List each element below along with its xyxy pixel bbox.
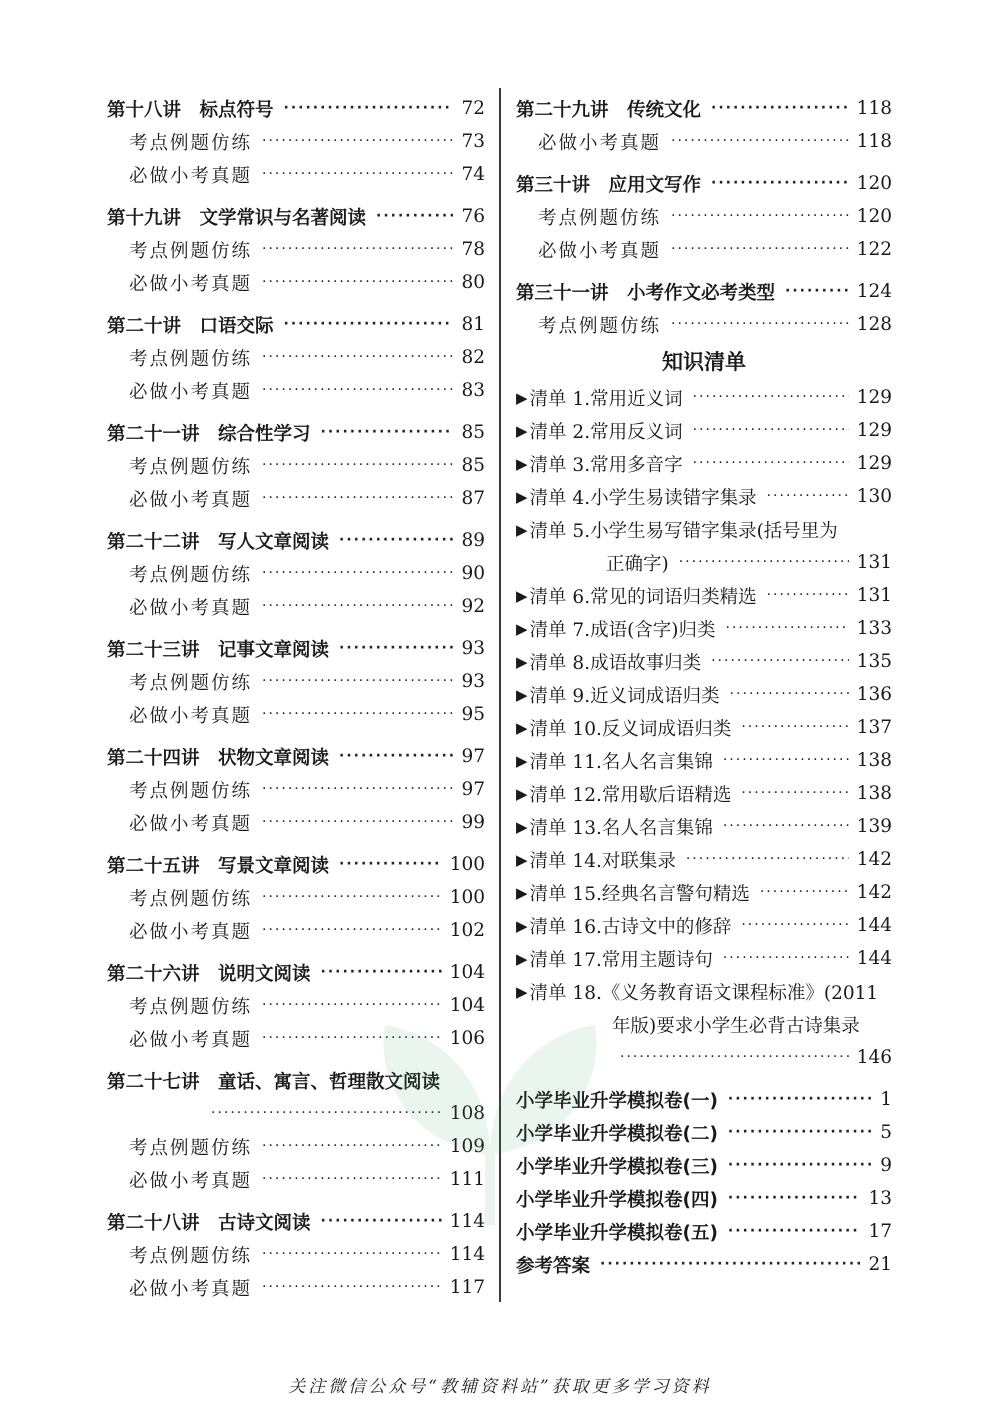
page-number: 92	[461, 596, 485, 617]
triangle-bullet-icon: ▶	[516, 949, 528, 968]
entry-title: 第二十二讲 写人文章阅读	[107, 531, 330, 553]
entry-title: 清单 14.对联集录	[529, 850, 676, 872]
dot-leader	[321, 416, 454, 449]
entry-title: 必做小考真题	[129, 1170, 253, 1192]
dot-leader	[767, 579, 849, 612]
sub-entry[interactable]	[107, 989, 485, 1022]
entry-title: 小学毕业升学模拟卷(二)	[516, 1123, 718, 1145]
entry-title: 清单 17.常用主题诗句	[529, 949, 713, 971]
entry-title: 清单 6.常见的词语归类精选	[529, 586, 757, 608]
entry-title: 考点例题仿练	[538, 315, 662, 337]
entry-title: 考点例题仿练	[129, 1137, 253, 1159]
triangle-bullet-icon: ▶	[516, 388, 528, 407]
dot-leader	[262, 914, 442, 947]
dot-leader	[730, 678, 849, 711]
triangle-bullet-icon: ▶	[516, 586, 528, 605]
entry-title: 年版)要求小学生必背古诗集录	[612, 1015, 860, 1037]
entry-title: 必做小考真题	[129, 165, 253, 187]
entry-title: 清单 9.近义词成语归类	[529, 685, 720, 707]
entry-title: 清单 1.常用近义词	[529, 388, 683, 410]
dot-leader	[376, 200, 453, 233]
left-column	[107, 92, 485, 1304]
dot-leader	[741, 711, 848, 744]
sub-entry[interactable]	[107, 482, 485, 515]
page-number: 139	[856, 816, 892, 837]
dot-leader	[211, 1097, 442, 1130]
exam-entry[interactable]	[516, 1215, 892, 1248]
group-gap	[107, 515, 485, 524]
list-item[interactable]	[516, 381, 892, 414]
dot-leader	[671, 125, 849, 158]
page-number: 128	[856, 314, 892, 335]
page-number: 21	[868, 1254, 892, 1275]
sub-entry[interactable]	[516, 233, 892, 266]
page-number: 73	[461, 131, 485, 152]
lecture-entry[interactable]	[516, 275, 892, 308]
list-item[interactable]	[516, 744, 892, 777]
triangle-bullet-icon: ▶	[516, 751, 528, 770]
triangle-bullet-icon: ▶	[516, 454, 528, 473]
dot-leader	[262, 341, 453, 374]
entry-title: 第二十讲 口语交际	[107, 315, 274, 337]
list-item[interactable]	[516, 447, 892, 480]
page-number: 106	[449, 1028, 485, 1049]
entry-title: 清单 5.小学生易写错字集录(括号里为	[529, 520, 838, 542]
dot-leader	[262, 1163, 442, 1196]
entry-title: 考点例题仿练	[129, 1245, 253, 1267]
page-number: 118	[856, 98, 892, 119]
dot-leader	[339, 740, 453, 773]
triangle-bullet-icon: ▶	[516, 817, 528, 836]
lecture-entry[interactable]	[107, 416, 485, 449]
dot-leader	[262, 449, 453, 482]
dot-leader	[262, 1238, 442, 1271]
group-gap	[516, 158, 892, 167]
entry-title: 清单 3.常用多音字	[529, 454, 683, 476]
sub-entry[interactable]	[107, 590, 485, 623]
entry-title: 小学毕业升学模拟卷(三)	[516, 1156, 718, 1178]
sub-entry[interactable]	[107, 1238, 485, 1271]
dot-leader	[620, 1041, 849, 1074]
page-number: 138	[856, 750, 892, 771]
page-number: 114	[449, 1244, 485, 1265]
entry-title: 清单 16.古诗文中的修辞	[529, 916, 732, 938]
group-gap	[516, 1074, 892, 1083]
sub-entry[interactable]	[107, 341, 485, 374]
dot-leader	[262, 989, 442, 1022]
dot-leader	[321, 956, 442, 989]
list-item[interactable]	[516, 480, 892, 513]
page-number: 129	[856, 420, 892, 441]
list-item[interactable]	[516, 777, 892, 810]
entry-title: 必做小考真题	[129, 273, 253, 295]
page-number: 131	[856, 585, 892, 606]
dot-leader	[671, 233, 849, 266]
entry-title: 第二十三讲 记事文章阅读	[107, 639, 330, 661]
triangle-bullet-icon: ▶	[516, 652, 528, 671]
page-number: 80	[461, 272, 485, 293]
page-number: 130	[856, 486, 892, 507]
page-number: 93	[461, 638, 485, 659]
entry-title: 清单 2.常用反义词	[529, 421, 683, 443]
page-number: 124	[856, 281, 892, 302]
page-number: 74	[461, 164, 485, 185]
entry-title: 必做小考真题	[538, 240, 662, 262]
entry-title: 第二十七讲 童话、寓言、哲理散文阅读	[107, 1071, 441, 1093]
lecture-entry[interactable]	[107, 956, 485, 989]
dot-leader	[723, 942, 849, 975]
lecture-entry[interactable]	[107, 1097, 485, 1130]
dot-leader	[741, 909, 848, 942]
page-number: 114	[449, 1211, 485, 1232]
sub-entry[interactable]	[107, 233, 485, 266]
triangle-bullet-icon: ▶	[516, 916, 528, 935]
dot-leader	[671, 200, 849, 233]
page-number: 111	[449, 1169, 485, 1190]
triangle-bullet-icon: ▶	[516, 421, 528, 440]
exam-entry[interactable]	[516, 1083, 892, 1116]
entry-title: 小学毕业升学模拟卷(五)	[516, 1222, 718, 1244]
page-number: 93	[461, 671, 485, 692]
entry-title: 考点例题仿练	[129, 996, 253, 1018]
entry-title: 第三十一讲 小考作文必考类型	[516, 282, 776, 304]
page-number: 131	[856, 552, 892, 573]
lecture-entry[interactable]	[107, 92, 485, 125]
column-divider	[499, 88, 501, 1302]
lecture-entry[interactable]	[107, 740, 485, 773]
triangle-bullet-icon: ▶	[516, 850, 528, 869]
entry-title: 小学毕业升学模拟卷(四)	[516, 1189, 718, 1211]
page-number: 129	[856, 387, 892, 408]
entry-title: 必做小考真题	[129, 1029, 253, 1051]
sub-entry[interactable]	[107, 806, 485, 839]
page-number: 102	[449, 920, 485, 941]
list-item[interactable]	[516, 513, 892, 546]
exam-entry[interactable]	[516, 1182, 892, 1215]
page-number: 87	[461, 488, 485, 509]
entry-title: 清单 12.常用歇后语精选	[529, 784, 732, 806]
dot-leader	[728, 1116, 872, 1149]
page-number: 100	[449, 887, 485, 908]
page-number: 109	[449, 1136, 485, 1157]
entry-title: 考点例题仿练	[129, 672, 253, 694]
list-item[interactable]	[516, 843, 892, 876]
entry-title: 第二十九讲 传统文化	[516, 99, 702, 121]
page-number: 133	[856, 618, 892, 639]
sub-entry[interactable]	[107, 1130, 485, 1163]
entry-title: 清单 7.成语(含字)归类	[529, 619, 716, 641]
page-number: 104	[449, 962, 485, 983]
triangle-bullet-icon: ▶	[516, 520, 528, 539]
page-number: 144	[856, 948, 892, 969]
sub-entry[interactable]	[107, 1271, 485, 1304]
list-item[interactable]	[516, 876, 892, 909]
dot-leader	[262, 881, 442, 914]
page-number: 117	[449, 1277, 485, 1298]
page-number: 85	[461, 422, 485, 443]
sub-entry[interactable]	[107, 158, 485, 191]
dot-leader	[693, 447, 849, 480]
section-title: 知识清单	[662, 350, 746, 374]
entry-title: 必做小考真题	[129, 921, 253, 943]
sub-entry[interactable]	[516, 125, 892, 158]
sub-entry[interactable]	[107, 125, 485, 158]
page-number: 81	[461, 314, 485, 335]
entry-title: 小学毕业升学模拟卷(一)	[516, 1090, 718, 1112]
entry-title: 考点例题仿练	[129, 888, 253, 910]
lecture-entry[interactable]	[107, 524, 485, 557]
entry-title: 清单 11.名人名言集锦	[529, 751, 713, 773]
sub-entry[interactable]	[107, 557, 485, 590]
entry-title: 清单 13.名人名言集锦	[529, 817, 713, 839]
dot-leader	[600, 1248, 860, 1281]
group-gap	[107, 299, 485, 308]
page-number: 82	[461, 347, 485, 368]
lecture-title	[107, 1064, 485, 1097]
entry-title: 清单 10.反义词成语归类	[529, 718, 732, 740]
page-number: 97	[461, 746, 485, 767]
sub-entry[interactable]	[516, 200, 892, 233]
dot-leader	[339, 848, 442, 881]
list-item[interactable]	[516, 645, 892, 678]
dot-leader	[785, 275, 849, 308]
page-number: 129	[856, 453, 892, 474]
triangle-bullet-icon: ▶	[516, 982, 528, 1001]
page-number: 72	[461, 98, 485, 119]
lecture-entry[interactable]	[107, 200, 485, 233]
page-number: 13	[868, 1188, 892, 1209]
entry-title: 正确字)	[606, 553, 669, 575]
dot-leader	[262, 773, 453, 806]
dot-leader	[262, 266, 453, 299]
entry-title: 考点例题仿练	[129, 348, 253, 370]
list-item[interactable]	[516, 414, 892, 447]
dot-leader	[693, 381, 849, 414]
page-number: 17	[868, 1221, 892, 1242]
right-column	[516, 92, 892, 1281]
entry-title: 必做小考真题	[538, 132, 662, 154]
group-gap	[107, 623, 485, 632]
dot-leader	[262, 482, 453, 515]
page-number: 142	[856, 849, 892, 870]
group-gap	[107, 1196, 485, 1205]
entry-title: 必做小考真题	[129, 597, 253, 619]
dot-leader	[726, 612, 849, 645]
group-gap	[107, 191, 485, 200]
exam-entry[interactable]	[516, 1149, 892, 1182]
dot-leader	[728, 1182, 861, 1215]
dot-leader	[262, 806, 453, 839]
dot-leader	[767, 480, 849, 513]
dot-leader	[686, 843, 849, 876]
entry-title: 第三十讲 应用文写作	[516, 174, 702, 196]
list-item[interactable]	[516, 579, 892, 612]
page-number: 142	[856, 882, 892, 903]
sub-entry[interactable]	[107, 914, 485, 947]
entry-title: 考点例题仿练	[129, 780, 253, 802]
entry-title: 第二十一讲 综合性学习	[107, 423, 311, 445]
entry-title: 第十八讲 标点符号	[107, 99, 274, 121]
lecture-entry[interactable]	[516, 167, 892, 200]
dot-leader	[741, 777, 848, 810]
dot-leader	[262, 1022, 442, 1055]
entry-title: 考点例题仿练	[129, 132, 253, 154]
sub-entry[interactable]	[107, 698, 485, 731]
dot-leader	[321, 1205, 442, 1238]
entry-title: 考点例题仿练	[538, 207, 662, 229]
list-item[interactable]	[516, 711, 892, 744]
list-item-continuation	[516, 1008, 892, 1041]
group-gap	[107, 947, 485, 956]
page-number: 99	[461, 812, 485, 833]
sub-entry[interactable]	[107, 881, 485, 914]
sub-entry[interactable]	[107, 1163, 485, 1196]
page-number: 120	[856, 173, 892, 194]
entry-title: 必做小考真题	[129, 705, 253, 727]
page-number: 144	[856, 915, 892, 936]
entry-title: 清单 18.《义务教育语文课程标准》(2011	[529, 982, 879, 1004]
exam-entry[interactable]	[516, 1116, 892, 1149]
list-item-page[interactable]	[516, 1041, 892, 1074]
group-gap	[516, 266, 892, 275]
page-number: 97	[461, 779, 485, 800]
dot-leader	[693, 414, 849, 447]
page-number: 137	[856, 717, 892, 738]
dot-leader	[339, 632, 453, 665]
page-number: 104	[449, 995, 485, 1016]
dot-leader	[262, 233, 453, 266]
footer-note: 关注微信公众号“教辅资料站”获取更多学习资料	[288, 1377, 712, 1397]
dot-leader	[728, 1149, 872, 1182]
dot-leader	[711, 645, 849, 678]
page-number: 100	[449, 854, 485, 875]
dot-leader	[262, 125, 453, 158]
entry-title: 第二十六讲 说明文阅读	[107, 963, 311, 985]
dot-leader	[723, 744, 849, 777]
dot-leader	[262, 374, 453, 407]
page-number: 90	[461, 563, 485, 584]
page-number: 95	[461, 704, 485, 725]
triangle-bullet-icon: ▶	[516, 619, 528, 638]
list-item-continuation[interactable]	[516, 546, 892, 579]
dot-leader	[711, 92, 849, 125]
page-number: 78	[461, 239, 485, 260]
sub-entry[interactable]	[107, 266, 485, 299]
group-gap	[107, 1055, 485, 1064]
triangle-bullet-icon: ▶	[516, 487, 528, 506]
entry-title: 考点例题仿练	[129, 456, 253, 478]
page-number: 83	[461, 380, 485, 401]
entry-title: 必做小考真题	[129, 813, 253, 835]
dot-leader	[728, 1083, 872, 1116]
dot-leader	[262, 1130, 442, 1163]
dot-leader	[262, 557, 453, 590]
sub-entry[interactable]	[107, 1022, 485, 1055]
dot-leader	[760, 876, 849, 909]
lecture-entry[interactable]	[107, 632, 485, 665]
sub-entry[interactable]	[516, 308, 892, 341]
dot-leader	[262, 590, 453, 623]
page-number: 5	[880, 1122, 892, 1143]
page-number: 1	[880, 1089, 892, 1110]
group-gap	[107, 407, 485, 416]
entry-title: 清单 15.经典名言警句精选	[529, 883, 750, 905]
sub-entry[interactable]	[107, 449, 485, 482]
list-item[interactable]	[516, 909, 892, 942]
dot-leader	[262, 698, 453, 731]
list-item[interactable]	[516, 810, 892, 843]
page-number: 136	[856, 684, 892, 705]
entry-title: 第二十八讲 古诗文阅读	[107, 1212, 311, 1234]
entry-title: 考点例题仿练	[129, 564, 253, 586]
entry-title: 参考答案	[516, 1255, 591, 1277]
dot-leader	[728, 1215, 861, 1248]
sub-entry[interactable]	[107, 374, 485, 407]
entry-title: 必做小考真题	[129, 381, 253, 403]
list-item[interactable]	[516, 975, 892, 1008]
sub-entry[interactable]	[107, 773, 485, 806]
page-number: 122	[856, 239, 892, 260]
page-number: 138	[856, 783, 892, 804]
page-number: 76	[461, 206, 485, 227]
triangle-bullet-icon: ▶	[516, 685, 528, 704]
lecture-entry[interactable]	[107, 308, 485, 341]
list-item[interactable]	[516, 612, 892, 645]
page-number: 146	[856, 1047, 892, 1068]
group-gap	[107, 839, 485, 848]
entry-title: 必做小考真题	[129, 1278, 253, 1300]
entry-title: 清单 4.小学生易读错字集录	[529, 487, 757, 509]
page-number: 118	[856, 131, 892, 152]
dot-leader	[711, 167, 849, 200]
dot-leader	[284, 92, 454, 125]
entry-title: 第二十四讲 状物文章阅读	[107, 747, 330, 769]
list-item[interactable]	[516, 942, 892, 975]
triangle-bullet-icon: ▶	[516, 784, 528, 803]
page-number: 120	[856, 206, 892, 227]
lecture-entry[interactable]	[107, 1205, 485, 1238]
dot-leader	[339, 524, 453, 557]
page-number: 89	[461, 530, 485, 551]
entry-title: 考点例题仿练	[129, 240, 253, 262]
lecture-entry[interactable]	[107, 848, 485, 881]
exam-entry[interactable]	[516, 1248, 892, 1281]
entry-title: 清单 8.成语故事归类	[529, 652, 702, 674]
group-gap	[107, 731, 485, 740]
entry-title: 第十九讲 文学常识与名著阅读	[107, 207, 367, 229]
list-item[interactable]	[516, 678, 892, 711]
dot-leader	[262, 158, 453, 191]
lecture-entry[interactable]	[516, 92, 892, 125]
page-number: 135	[856, 651, 892, 672]
entry-title: 必做小考真题	[129, 489, 253, 511]
page-number: 108	[449, 1103, 485, 1124]
dot-leader	[723, 810, 849, 843]
page-number: 9	[880, 1155, 892, 1176]
entry-title: 第二十五讲 写景文章阅读	[107, 855, 330, 877]
triangle-bullet-icon: ▶	[516, 718, 528, 737]
dot-leader	[262, 1271, 442, 1304]
dot-leader	[671, 308, 849, 341]
page-number: 85	[461, 455, 485, 476]
dot-leader	[284, 308, 454, 341]
sub-entry[interactable]	[107, 665, 485, 698]
triangle-bullet-icon: ▶	[516, 883, 528, 902]
dot-leader	[262, 665, 453, 698]
dot-leader	[679, 546, 849, 579]
